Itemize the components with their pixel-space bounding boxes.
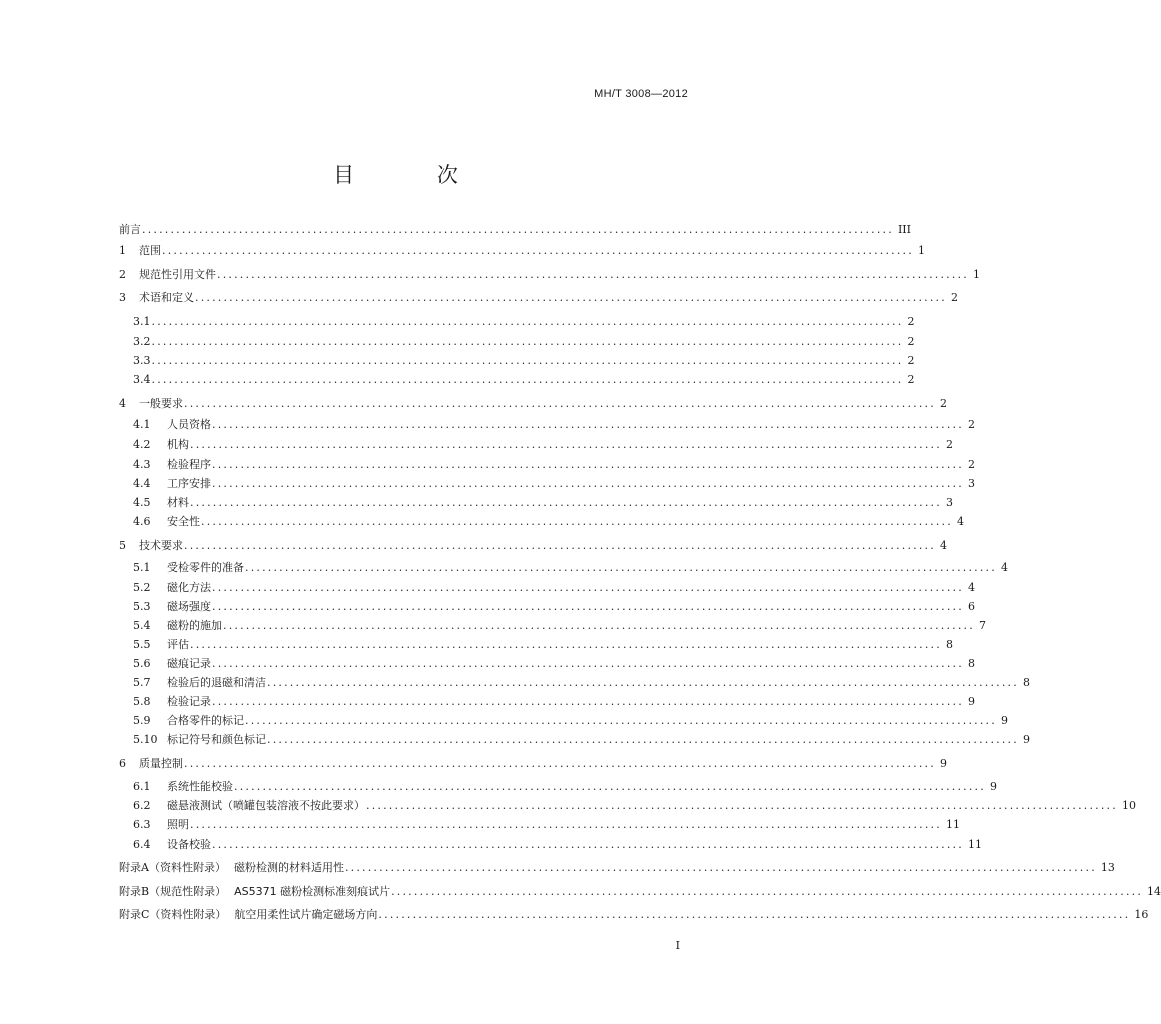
section-number: 6.2 xyxy=(133,799,151,812)
page-ref: 9 xyxy=(1022,733,1030,746)
page-ref: 8 xyxy=(967,657,975,670)
section-number: 3.1 xyxy=(133,315,151,328)
toc-subsection-entry[interactable] xyxy=(133,798,1136,814)
section-number: 5.10 xyxy=(133,733,158,746)
annex-label: 附录C（资料性附录） xyxy=(119,908,227,921)
page-ref: 4 xyxy=(956,515,964,528)
toc-section-entry[interactable] xyxy=(119,538,947,554)
section-title: 检验后的退磁和清洁 xyxy=(167,676,266,689)
toc-section-entry[interactable] xyxy=(119,243,925,259)
section-number: 2 xyxy=(119,268,126,281)
page-number: I xyxy=(675,939,680,952)
dot-leader: .................................................................................................................................... xyxy=(184,539,936,552)
dot-leader: .................................................................................................................................... xyxy=(151,354,904,367)
toc-subsection-entry[interactable] xyxy=(133,457,975,473)
page-ref: 14 xyxy=(1147,885,1161,898)
dot-leader: .................................................................................................................................... xyxy=(217,268,969,281)
toc-subsection-entry[interactable] xyxy=(133,580,975,596)
page-ref: 11 xyxy=(967,838,982,851)
section-title: 受检零件的准备 xyxy=(167,561,244,574)
section-title: 材料 xyxy=(167,496,189,509)
page-ref: 6 xyxy=(967,600,975,613)
section-title: 机构 xyxy=(167,438,189,451)
toc-subsection-entry[interactable] xyxy=(133,514,964,530)
dot-leader: .................................................................................................................................... xyxy=(162,244,914,257)
toc-subsection-entry[interactable] xyxy=(133,495,953,511)
toc-title: 目 次 xyxy=(333,163,496,187)
annex-label: 附录B（规范性附录） xyxy=(119,885,227,898)
section-title: 一般要求 xyxy=(139,397,183,410)
section-number: 5.7 xyxy=(133,676,151,689)
section-number: 1 xyxy=(119,244,126,257)
dot-leader: .................................................................................................................................... xyxy=(267,733,1019,746)
section-number: 4.2 xyxy=(133,438,151,451)
dot-leader: .................................................................................................................................... xyxy=(190,638,942,651)
dot-leader: .................................................................................................................................... xyxy=(184,397,936,410)
section-title: 人员资格 xyxy=(167,418,211,431)
dot-leader: .................................................................................................................................... xyxy=(223,619,975,632)
section-title: 磁化方法 xyxy=(167,581,211,594)
page-ref: 3 xyxy=(967,477,975,490)
dot-leader: .................................................................................................................................... xyxy=(212,477,964,490)
toc-subsection-entry[interactable] xyxy=(133,713,1008,729)
toc-subsection-entry[interactable] xyxy=(133,417,975,433)
toc-subsection-entry[interactable] xyxy=(133,314,915,330)
section-number: 4.5 xyxy=(133,496,151,509)
section-number: 4 xyxy=(119,397,126,410)
toc-subsection-entry[interactable] xyxy=(133,694,975,710)
section-title: 照明 xyxy=(167,818,189,831)
dot-leader: .................................................................................................................................... xyxy=(391,885,1144,898)
section-title: 磁粉的施加 xyxy=(167,619,222,632)
page-ref: 10 xyxy=(1121,799,1136,812)
section-number: 5.5 xyxy=(133,638,151,651)
section-number: 3.3 xyxy=(133,354,151,367)
toc-section-entry[interactable] xyxy=(119,267,980,283)
section-number: 5.1 xyxy=(133,561,151,574)
dot-leader: .................................................................................................................................... xyxy=(245,561,997,574)
section-title: 航空用柔性试片确定磁场方向 xyxy=(234,908,378,921)
section-title: 范围 xyxy=(139,244,161,257)
page-ref: 8 xyxy=(945,638,953,651)
dot-leader: .................................................................................................................................... xyxy=(212,418,964,431)
dot-leader: .................................................................................................................................... xyxy=(378,908,1131,921)
toc-subsection-entry[interactable] xyxy=(133,476,975,492)
toc-subsection-entry[interactable] xyxy=(133,837,982,853)
toc-annex-entry[interactable] xyxy=(119,907,1149,923)
toc-annex-entry[interactable] xyxy=(119,884,1161,900)
page-ref: 9 xyxy=(1000,714,1008,727)
annex-label: 附录A（资料性附录） xyxy=(119,861,226,874)
section-number: 6.3 xyxy=(133,818,151,831)
section-title: 标记符号和颜色标记 xyxy=(167,733,266,746)
standard-code: MH/T 3008—2012 xyxy=(594,88,688,100)
section-title: 检验程序 xyxy=(167,458,211,471)
section-title: 设备校验 xyxy=(167,838,211,851)
page-ref: 16 xyxy=(1134,908,1149,921)
section-title: 评估 xyxy=(167,638,189,651)
toc-subsection-entry[interactable] xyxy=(133,353,915,369)
page-ref: 1 xyxy=(917,244,925,257)
page-ref: 2 xyxy=(950,291,958,304)
toc-subsection-entry[interactable] xyxy=(133,732,1030,748)
section-number: 6 xyxy=(119,757,126,770)
page-ref: 9 xyxy=(989,780,997,793)
dot-leader: .................................................................................................................................... xyxy=(212,458,964,471)
section-number: 5.9 xyxy=(133,714,151,727)
page-ref: 2 xyxy=(945,438,953,451)
dot-leader: .................................................................................................................................... xyxy=(212,600,964,613)
page-ref: 9 xyxy=(939,757,947,770)
section-title: 技术要求 xyxy=(139,539,183,552)
page-ref: 1 xyxy=(972,268,980,281)
dot-leader: .................................................................................................................................... xyxy=(267,676,1019,689)
page-ref: 2 xyxy=(907,315,915,328)
section-title: 合格零件的标记 xyxy=(167,714,244,727)
page-ref: 4 xyxy=(1000,561,1008,574)
page-ref: 2 xyxy=(907,373,915,386)
dot-leader: .................................................................................................................................... xyxy=(190,818,942,831)
section-number: 4.4 xyxy=(133,477,151,490)
section-number: 5.2 xyxy=(133,581,151,594)
page-ref: 11 xyxy=(945,818,960,831)
section-number: 6.1 xyxy=(133,780,151,793)
section-number: 4.6 xyxy=(133,515,151,528)
toc-subsection-entry[interactable] xyxy=(133,618,986,634)
page-ref: 2 xyxy=(939,397,947,410)
section-number: 5.4 xyxy=(133,619,151,632)
section-title: 规范性引用文件 xyxy=(139,268,216,281)
page-ref: III xyxy=(897,223,911,236)
page-ref: 7 xyxy=(978,619,986,632)
section-title: 磁悬液测试（喷罐包装溶液不按此要求） xyxy=(167,799,365,812)
section-title: 安全性 xyxy=(167,515,200,528)
dot-leader: .................................................................................................................................... xyxy=(201,515,953,528)
section-title: 检验记录 xyxy=(167,695,211,708)
toc-section-entry[interactable] xyxy=(119,396,947,412)
dot-leader: .................................................................................................................................... xyxy=(212,838,964,851)
toc-section-entry[interactable] xyxy=(119,756,947,772)
dot-leader: .................................................................................................................................... xyxy=(142,223,894,236)
dot-leader: .................................................................................................................................... xyxy=(234,780,986,793)
section-title: 前言 xyxy=(119,223,141,236)
dot-leader: .................................................................................................................................... xyxy=(151,373,904,386)
section-title: 磁场强度 xyxy=(167,600,211,613)
toc-subsection-entry[interactable] xyxy=(133,372,915,388)
toc-subsection-entry[interactable] xyxy=(133,675,1030,691)
toc-subsection-entry[interactable] xyxy=(133,637,953,653)
page-ref: 2 xyxy=(967,458,975,471)
section-title: 磁粉检测的材料适用性 xyxy=(233,861,344,874)
section-title: 工序安排 xyxy=(167,477,211,490)
section-number: 4.1 xyxy=(133,418,151,431)
page-ref: 13 xyxy=(1100,861,1115,874)
dot-leader: .................................................................................................................................... xyxy=(344,861,1097,874)
page-ref: 3 xyxy=(945,496,953,509)
dot-leader: .................................................................................................................................... xyxy=(212,581,964,594)
section-title: 质量控制 xyxy=(139,757,183,770)
toc-subsection-entry[interactable] xyxy=(133,560,1008,576)
section-number: 3 xyxy=(119,291,126,304)
dot-leader: .................................................................................................................................... xyxy=(212,657,964,670)
toc-subsection-entry[interactable] xyxy=(133,817,960,833)
section-title: 术语和定义 xyxy=(139,291,194,304)
section-title: 磁痕记录 xyxy=(167,657,211,670)
toc-annex-entry[interactable] xyxy=(119,860,1115,876)
section-number: 5.8 xyxy=(133,695,151,708)
section-number: 6.4 xyxy=(133,838,151,851)
section-number: 3.2 xyxy=(133,335,151,348)
page-ref: 2 xyxy=(967,418,975,431)
toc-subsection-entry[interactable] xyxy=(133,599,975,615)
section-number: 3.4 xyxy=(133,373,151,386)
toc-subsection-entry[interactable] xyxy=(133,779,997,795)
page-ref: 8 xyxy=(1022,676,1030,689)
section-number: 4.3 xyxy=(133,458,151,471)
dot-leader: .................................................................................................................................... xyxy=(190,438,942,451)
dot-leader: .................................................................................................................................... xyxy=(366,799,1118,812)
section-number: 5.6 xyxy=(133,657,151,670)
toc-subsection-entry[interactable] xyxy=(133,334,915,350)
dot-leader: .................................................................................................................................... xyxy=(151,315,904,328)
toc-subsection-entry[interactable] xyxy=(133,656,975,672)
page-ref: 2 xyxy=(907,354,915,367)
dot-leader: .................................................................................................................................... xyxy=(212,695,964,708)
page-ref: 2 xyxy=(907,335,915,348)
section-number: 5.3 xyxy=(133,600,151,613)
dot-leader: .................................................................................................................................... xyxy=(190,496,942,509)
toc-section-entry[interactable] xyxy=(119,222,911,238)
page-ref: 4 xyxy=(939,539,947,552)
toc-subsection-entry[interactable] xyxy=(133,437,953,453)
section-title: AS5371 磁粉检测标准刻痕试片 xyxy=(234,885,391,898)
dot-leader: .................................................................................................................................... xyxy=(151,335,904,348)
dot-leader: .................................................................................................................................... xyxy=(184,757,936,770)
section-number: 5 xyxy=(119,539,126,552)
section-title: 系统性能校验 xyxy=(167,780,233,793)
page-ref: 4 xyxy=(967,581,975,594)
toc-section-entry[interactable] xyxy=(119,290,958,306)
dot-leader: .................................................................................................................................... xyxy=(195,291,947,304)
dot-leader: .................................................................................................................................... xyxy=(245,714,997,727)
page-ref: 9 xyxy=(967,695,975,708)
